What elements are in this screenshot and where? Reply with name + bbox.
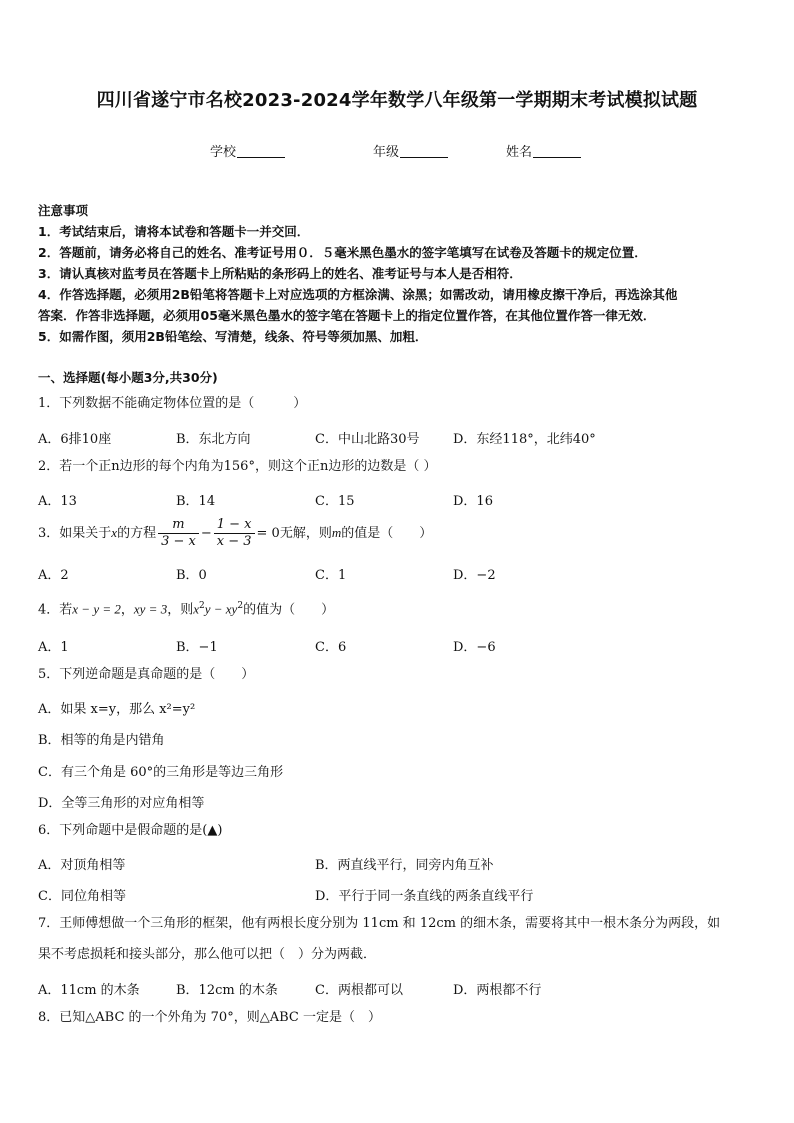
q6-option-a[interactable]: A．对顶角相等 (38, 858, 126, 873)
question-7-stem-line2: 果不考虑损耗和接头部分，那么他可以把（ ）分为两截． (38, 947, 377, 962)
question-2-stem: 2．若一个正n边形的每个内角为156°，则这个正n边形的边数是（ ） (38, 459, 437, 474)
name-blank[interactable] (533, 143, 581, 158)
q4-text: 4．若 (38, 602, 73, 618)
q3-fraction-2 (214, 517, 255, 550)
notice-heading: 注意事项 (38, 203, 89, 218)
q3-equals: = 0 (256, 526, 280, 541)
q4-expr: x (193, 601, 199, 617)
q4-condition-2: xy = 3 (133, 601, 168, 617)
q3-text: 3．如果关于 (38, 526, 112, 541)
q4-expr: y − xy (204, 601, 238, 617)
q4-option-a[interactable]: A．1 (38, 640, 69, 655)
q3-f1-denominator: 3 − x (158, 533, 199, 550)
question-8-stem: 8．已知△ABC 的一个外角为 70°，则△ABC 一定是（ ） (38, 1010, 381, 1025)
grade-field (373, 141, 448, 160)
name-field (506, 141, 581, 160)
q4-text: ，则 (167, 602, 194, 618)
q3-option-a[interactable]: A．2 (38, 568, 69, 583)
question-5-stem: 5．下列逆命题是真命题的是（ ） (38, 667, 255, 682)
exam-title: 四川省遂宁市名校2023-2024学年数学八年级第一学期期末考试模拟试题 (96, 90, 698, 111)
q7-option-b[interactable]: B．12cm 的木条 (176, 983, 278, 998)
q3-var-m: m (331, 525, 342, 540)
question-6-stem: 6．下列命题中是假命题的是(▲) (38, 823, 223, 838)
q1-option-c[interactable]: C．中山北路30号 (315, 432, 420, 447)
q4-condition-1: x − y = 2 (72, 601, 121, 617)
q7-option-d[interactable]: D．两根都不行 (453, 983, 542, 998)
q3-minus: − (200, 526, 212, 541)
q3-f1-numerator: m (172, 517, 185, 532)
q4-text: 的值为（ ） (243, 602, 335, 618)
q7-option-a[interactable]: A．11cm 的木条 (38, 983, 140, 998)
q6-option-c[interactable]: C．同位角相等 (38, 889, 126, 904)
q6-option-d[interactable]: D．平行于同一条直线的两条直线平行 (315, 889, 534, 904)
q1-option-a[interactable]: A．6排10座 (38, 432, 112, 447)
q2-option-b[interactable]: B．14 (176, 494, 216, 509)
notice-item: 1．考试结束后，请将本试卷和答题卡一并交回． (38, 224, 310, 239)
q6-option-b[interactable]: B．两直线平行，同旁内角互补 (315, 858, 494, 873)
question-4-stem (38, 598, 334, 618)
q3-text: 的方程 (117, 526, 157, 541)
school-label: 学校 (210, 145, 237, 160)
question-3-stem (38, 516, 432, 551)
q4-option-b[interactable]: B．−1 (176, 640, 218, 655)
q5-option-d[interactable]: D．全等三角形的对应角相等 (38, 796, 205, 811)
q3-option-b[interactable]: B．0 (176, 568, 207, 583)
notice-item: 4．作答选择题，必须用2B铅笔将答题卡上对应选项的方框涂满、涂黑；如需改动，请用橡皮擦干净后，再选涂其他 (38, 287, 678, 302)
q2-option-a[interactable]: A．13 (38, 494, 77, 509)
q4-option-d[interactable]: D．−6 (453, 640, 496, 655)
question-7-stem-line1: 7．王师傅想做一个三角形的框架，他有两根长度分别为 11cm 和 12cm 的细木条，需要将其中一根木条分为两段，如 (38, 916, 721, 931)
q2-option-c[interactable]: C．15 (315, 494, 355, 509)
q3-option-c[interactable]: C．1 (315, 568, 347, 583)
name-label: 姓名 (506, 145, 533, 160)
q5-option-c[interactable]: C．有三个角是 60°的三角形是等边三角形 (38, 765, 284, 780)
q3-f2-denominator: x − 3 (214, 533, 255, 550)
notice-item: 3．请认真核对监考员在答题卡上所粘贴的条形码上的姓名、准考证号与本人是否相符． (38, 266, 522, 281)
notice-item: 5．如需作图，须用2B铅笔绘、写清楚，线条、符号等须加黑、加粗． (38, 329, 428, 344)
q1-option-d[interactable]: D．东经118°，北纬40° (453, 432, 596, 447)
notice-item: 答案．作答非选择题，必须用05毫米黑色墨水的签字笔在答题卡上的指定位置作答，在其他位置作答一律无效． (38, 308, 656, 323)
q5-option-b[interactable]: B．相等的角是内错角 (38, 733, 165, 748)
q1-option-b[interactable]: B．东北方向 (176, 432, 251, 447)
q7-option-c[interactable]: C．两根都可以 (315, 983, 403, 998)
q3-f2-numerator: 1 − x (216, 517, 252, 532)
q4-exponent: 2 (237, 601, 244, 611)
q3-text: 的值是（ ） (341, 526, 433, 541)
q4-text: ， (120, 602, 134, 618)
q5-option-a[interactable]: A．如果 x=y，那么 x²=y² (38, 702, 196, 717)
q3-fraction-1 (158, 517, 199, 550)
notice-item: 2．答题前，请务必将自己的姓名、准考证号用０．５毫米黑色墨水的签字笔填写在试卷及答题卡的规定位置． (38, 245, 647, 260)
grade-blank[interactable] (400, 143, 448, 158)
q4-exponent: 2 (199, 601, 205, 611)
school-field (210, 141, 285, 160)
q2-option-d[interactable]: D．16 (453, 494, 493, 509)
q3-var-x: x (111, 525, 118, 540)
q3-text: 无解，则 (279, 526, 332, 541)
q3-option-d[interactable]: D．−2 (453, 568, 496, 583)
q4-option-c[interactable]: C．6 (315, 640, 347, 655)
question-1-stem: 1．下列数据不能确定物体位置的是（ ） (38, 396, 307, 411)
grade-label: 年级 (373, 145, 400, 160)
school-blank[interactable] (237, 143, 285, 158)
section-heading: 一、选择题(每小题3分,共30分) (38, 370, 218, 385)
